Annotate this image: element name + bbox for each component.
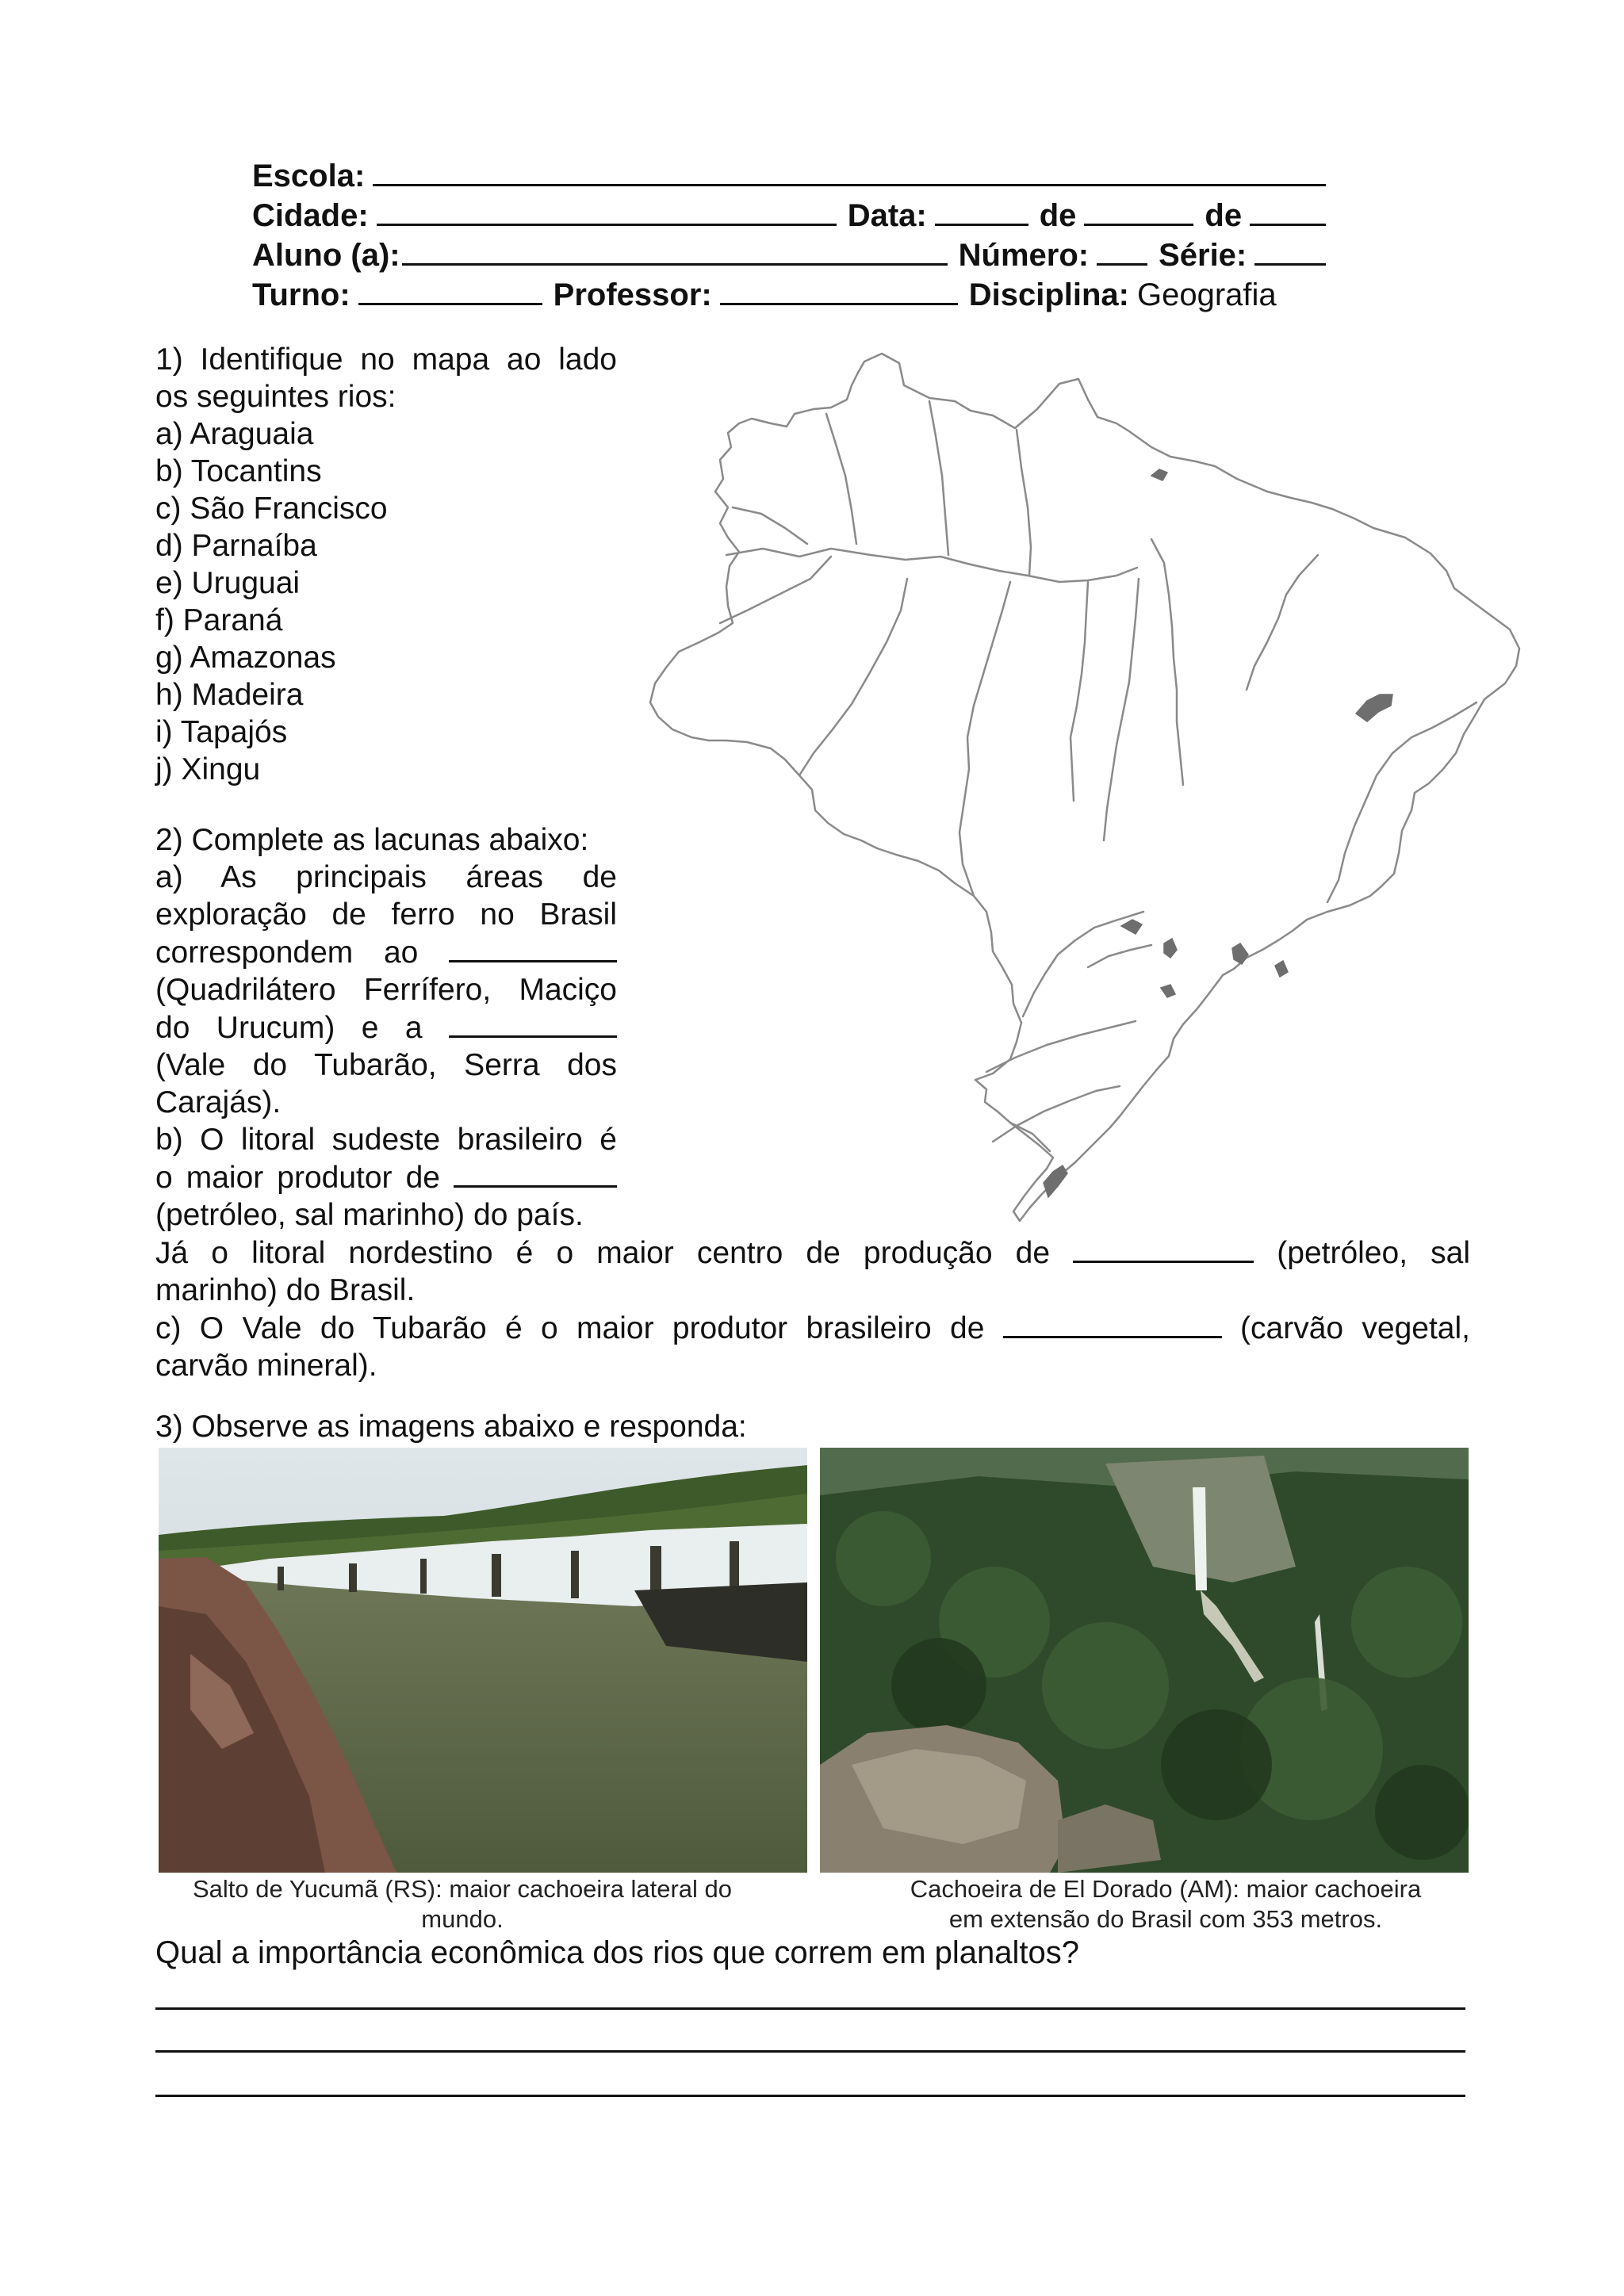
canyon-photo-icon	[820, 1448, 1469, 1873]
caption-yucuma	[149, 1874, 776, 1934]
q2-a-line1: a) As principais áreas de	[155, 860, 617, 894]
number-field[interactable]	[1097, 235, 1147, 266]
date-year-field[interactable]	[1250, 195, 1326, 226]
q2-b-line3: (petróleo, sal marinho) do país.	[155, 1198, 584, 1232]
caption-yucuma-line2: mundo.	[421, 1905, 504, 1933]
caption-el-dorado-line2: em extensão do Brasil com 353 metros.	[948, 1905, 1383, 1933]
answer-line[interactable]	[155, 2007, 1465, 2010]
worksheet-header	[252, 155, 1326, 314]
shift-label: Turno:	[252, 277, 350, 312]
q2-b-line4	[155, 1234, 1470, 1272]
q2-a-line2: exploração de ferro no Brasil	[155, 897, 617, 932]
city-label: Cidade:	[252, 198, 369, 233]
q2-a-line7: Carajás).	[155, 1085, 282, 1119]
date-de-label-1: de	[1039, 198, 1077, 233]
economic-importance-question: Qual a importância econômica dos rios que correm em planaltos?	[155, 1935, 1080, 1970]
q2-c-line1	[155, 1309, 1470, 1347]
q2-a-line5	[155, 1008, 617, 1047]
q3-title: 3) Observe as imagens abaixo e responda:	[155, 1410, 747, 1444]
student-row	[252, 235, 1326, 274]
river-item: a) Araguaia	[155, 417, 314, 451]
q2-b-line5: marinho) do Brasil.	[155, 1273, 416, 1307]
q2-c-line1a: c) O Vale do Tubarão é o maior produtor brasileiro de	[155, 1311, 985, 1345]
teacher-label: Professor:	[553, 277, 712, 312]
grade-field[interactable]	[1254, 235, 1326, 266]
caption-el-dorado-line1: Cachoeira de El Dorado (AM): maior cachoeira	[910, 1875, 1422, 1903]
subject-value: Geografia	[1136, 277, 1277, 312]
q1-prompt-line2: os seguintes rios:	[155, 380, 396, 414]
river-item: g) Amazonas	[155, 641, 336, 675]
answer-line[interactable]	[155, 2050, 1465, 2053]
river-item: b) Tocantins	[155, 454, 322, 488]
q2-a-line4: (Quadrilátero Ferrífero, Maciço	[155, 973, 617, 1007]
blank-iron-1[interactable]	[449, 933, 617, 962]
city-field[interactable]	[377, 195, 837, 226]
q2-b-line4a: Já o litoral nordestino é o maior centro de produção de	[155, 1236, 1051, 1270]
blank-iron-2[interactable]	[449, 1008, 617, 1038]
teacher-field[interactable]	[720, 274, 958, 305]
river-item: i) Tapajós	[155, 715, 288, 749]
blank-southeast[interactable]	[454, 1158, 617, 1188]
q2-a-line5-text: do Urucum) e a	[155, 1011, 423, 1045]
q2-b-line4b: (petróleo, sal	[1277, 1236, 1470, 1270]
caption-yucuma-line1: Salto de Yucumã (RS): maior cachoeira lateral do	[192, 1875, 733, 1903]
date-de-label-2: de	[1205, 198, 1243, 233]
blank-northeast[interactable]	[1073, 1234, 1254, 1263]
river-item: h) Madeira	[155, 678, 304, 712]
river-item: e) Uruguai	[155, 566, 301, 600]
q2-b-line2	[155, 1158, 617, 1196]
q2-a-line6: (Vale do Tubarão, Serra dos	[155, 1048, 617, 1082]
river-item: d) Parnaíba	[155, 529, 317, 563]
river-item: c) São Francisco	[155, 492, 388, 526]
date-label: Data:	[847, 198, 927, 233]
number-label: Número:	[958, 238, 1090, 273]
q2-c-line2: carvão mineral).	[155, 1349, 377, 1383]
answer-line[interactable]	[155, 2095, 1465, 2097]
grade-label: Série:	[1159, 238, 1247, 273]
city-row	[252, 195, 1326, 235]
question-1	[155, 341, 617, 788]
question-2	[155, 821, 1470, 1384]
school-label: Escola:	[252, 159, 366, 193]
student-label: Aluno (a):	[252, 238, 400, 273]
shift-row	[252, 274, 1326, 314]
q2-a-line3	[155, 933, 617, 971]
q2-c-line1b: (carvão vegetal,	[1240, 1311, 1471, 1345]
el-dorado-waterfall-photo	[820, 1448, 1469, 1873]
q1-prompt-line1: 1) Identifique no mapa ao lado	[155, 342, 617, 377]
q2-a-line3-text: correspondem ao	[155, 936, 419, 970]
q2-b-line2-text: o maior produtor de	[155, 1161, 440, 1195]
shift-field[interactable]	[358, 274, 542, 305]
date-day-field[interactable]	[935, 195, 1028, 226]
q2-b-line1: b) O litoral sudeste brasileiro é	[155, 1123, 617, 1157]
caption-el-dorado	[864, 1874, 1467, 1934]
yucuma-waterfall-photo	[159, 1448, 807, 1873]
subject-label: Disciplina:	[968, 277, 1129, 312]
river-item: j) Xingu	[155, 752, 261, 786]
date-month-field[interactable]	[1084, 195, 1193, 226]
blank-tubarao[interactable]	[1003, 1309, 1222, 1338]
waterfall-photo-icon	[159, 1448, 807, 1873]
school-row	[252, 155, 1326, 195]
student-field[interactable]	[402, 235, 948, 266]
school-field[interactable]	[373, 155, 1326, 186]
river-item: f) Paraná	[155, 603, 283, 637]
q2-title: 2) Complete as lacunas abaixo:	[155, 823, 589, 857]
